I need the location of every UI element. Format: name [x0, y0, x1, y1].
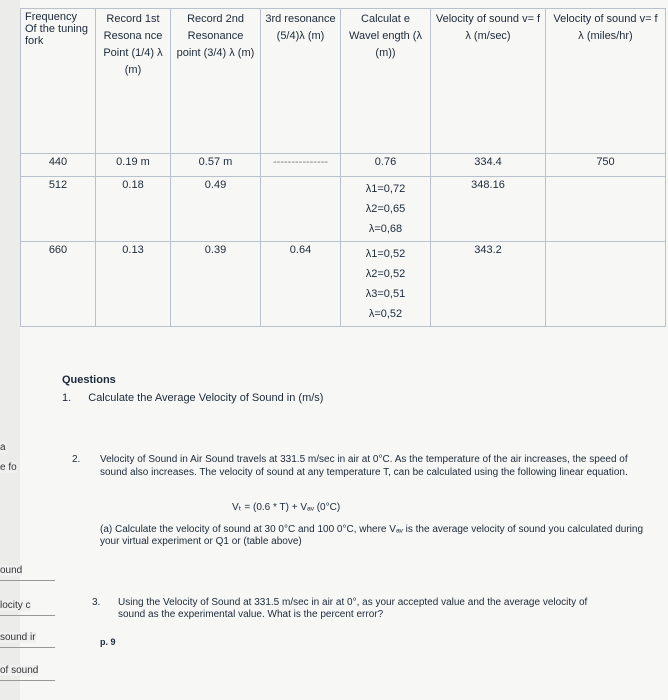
wavelength-value: λ2=0,65 [365, 203, 406, 215]
cell-velocity-ms: 343.2 [431, 242, 546, 327]
edge-fragment: ound [0, 565, 23, 576]
cell-wavelength: 0.76 [341, 154, 431, 177]
velocity-formula: Vₜ = (0.6 * T) + Vₐᵥ (0°C) [232, 502, 341, 513]
table-row [21, 154, 666, 177]
header-3rd-resonance: 3rd resonance (5/4)λ (m) [261, 9, 341, 154]
cell-frequency: 440 [21, 154, 96, 177]
question-3 [92, 597, 612, 621]
wavelength-value: λ=0,68 [368, 223, 403, 235]
edge-fragment: of sound [0, 665, 39, 676]
question-2a: (a) Calculate the velocity of sound at 30 0°C and 100 0°C, where Vₐᵥ is the average velocity of sound you calculated during your virtual experiment or Q1 or (table above) [100, 524, 644, 547]
cell-frequency: 512 [21, 177, 96, 242]
cell-3rd-resonance: --------------- [261, 154, 341, 177]
cell-frequency: 660 [21, 242, 96, 327]
edge-fragment: e fo [0, 462, 17, 473]
cell-3rd-resonance: 0.64 [261, 242, 341, 327]
cell-record-1st: 0.19 m [96, 154, 171, 177]
question-2 [72, 453, 657, 479]
wavelength-value: λ3=0,51 [365, 288, 406, 300]
data-table [20, 8, 666, 327]
cell-record-1st: 0.18 [96, 177, 171, 242]
edge-underline [0, 580, 55, 581]
question-text: Using the Velocity of Sound at 331.5 m/sec in air at 0°, as your accepted value and the average velocity of sound as the experimental value. What is the percent error? [118, 597, 588, 620]
wavelength-value: λ1=0,72 [365, 183, 406, 195]
cell-3rd-resonance [261, 177, 341, 242]
cell-record-1st: 0.13 [96, 242, 171, 327]
header-wavelength: Calculat e Wavel ength (λ (m)) [341, 9, 431, 154]
wavelength-value: λ2=0,52 [365, 268, 406, 280]
table-row [21, 177, 666, 242]
question-number: 2. [72, 454, 81, 465]
edge-underline [0, 615, 55, 616]
cell-wavelength [341, 177, 431, 242]
cell-velocity-mph [546, 177, 666, 242]
cell-velocity-ms: 334.4 [431, 154, 546, 177]
header-velocity-ms: Velocity of sound v= f λ (m/sec) [431, 9, 546, 154]
wavelength-value: λ=0,52 [368, 308, 403, 320]
cell-wavelength [341, 242, 431, 327]
question-text: Calculate the Average Velocity of Sound in (m/s) [88, 392, 324, 404]
header-record-2nd: Record 2nd Resonance point (3/4) λ (m) [171, 9, 261, 154]
header-frequency: Frequency Of the tuning fork [21, 9, 96, 154]
cell-velocity-ms: 348.16 [431, 177, 546, 242]
questions-title: Questions [62, 374, 116, 386]
edge-fragment: a [0, 442, 6, 453]
cell-record-2nd: 0.49 [171, 177, 261, 242]
table-row [21, 242, 666, 327]
questions-section [0, 340, 668, 700]
table-header-row [21, 9, 666, 154]
cell-velocity-mph [546, 242, 666, 327]
question-number: 3. [92, 597, 101, 608]
cell-record-2nd: 0.39 [171, 242, 261, 327]
cell-record-2nd: 0.57 m [171, 154, 261, 177]
header-record-1st: Record 1st Resona nce Point (1/4) λ (m) [96, 9, 171, 154]
question-number: 1. [62, 392, 72, 404]
edge-fragment: locity c [0, 600, 31, 611]
cell-velocity-mph: 750 [546, 154, 666, 177]
wavelength-value: λ1=0,52 [365, 248, 406, 260]
edge-underline [0, 647, 55, 648]
edge-underline [0, 680, 55, 681]
edge-fragment: sound ir [0, 632, 36, 643]
question-1 [62, 392, 323, 404]
page-number: p. 9 [100, 637, 116, 647]
header-velocity-mph: Velocity of sound v= f λ (miles/hr) [546, 9, 666, 154]
question-text: Velocity of Sound in Air Sound travels at 331.5 m/sec in air at 0°C. As the temperature of the air increases, the speed of sound also increases. The velocity of sound at any temperature T, can be calculated using the following linear equation. [100, 454, 628, 478]
